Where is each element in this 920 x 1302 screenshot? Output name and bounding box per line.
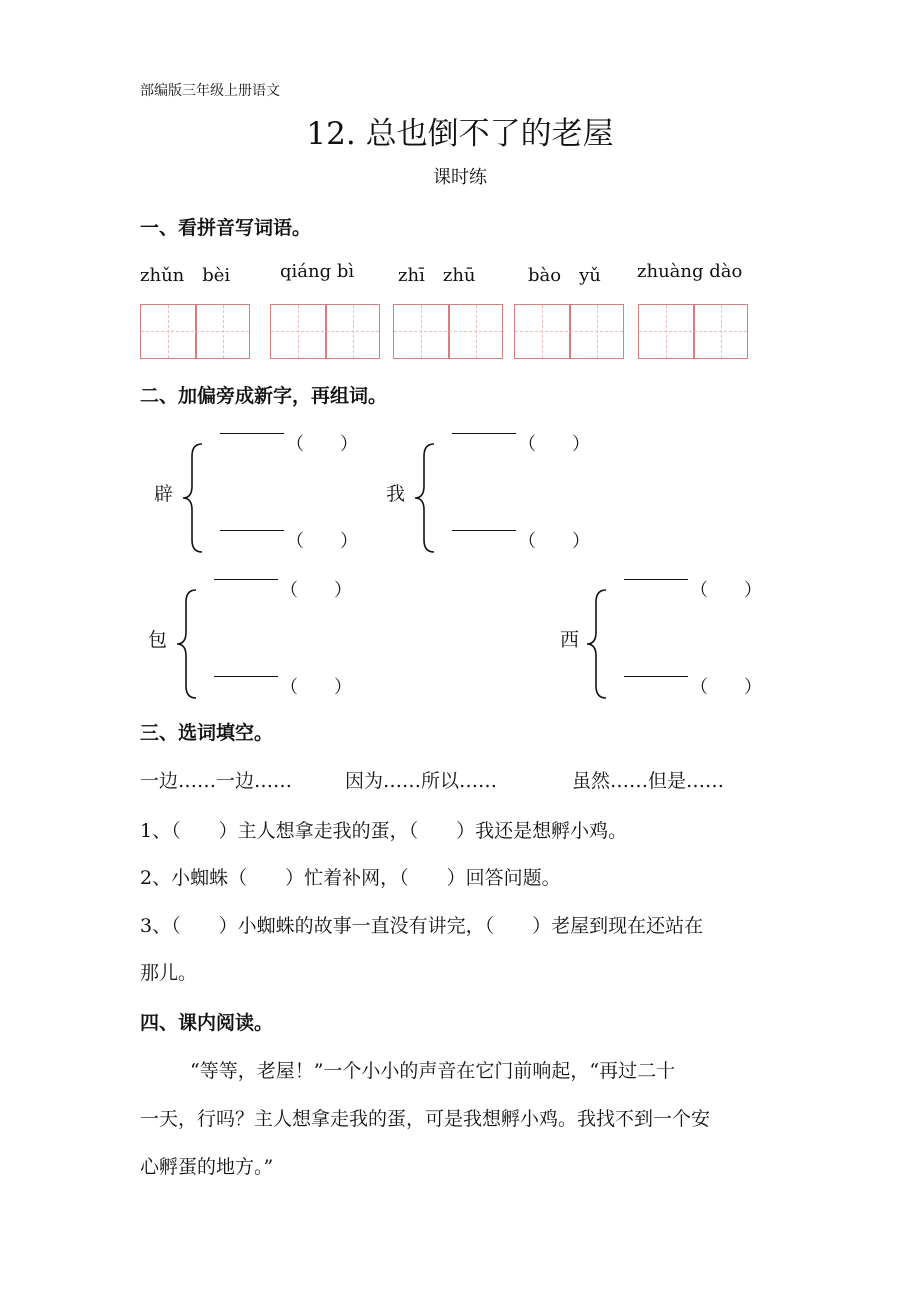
- section-2-heading: 二、加偏旁成新字，再组词。: [140, 385, 388, 407]
- word-option-1: 一边……一边……: [140, 770, 293, 792]
- paren-3a[interactable]: （ ）: [280, 580, 352, 601]
- blank-4a[interactable]: [624, 579, 688, 580]
- question-3-continued: 那儿。: [140, 962, 198, 984]
- root-char-1: 辟: [154, 483, 174, 505]
- document-header: 部编版三年级上册语文: [140, 83, 280, 99]
- blank-2b[interactable]: [452, 530, 516, 531]
- writing-grid-1[interactable]: [140, 304, 250, 359]
- paren-4b[interactable]: （ ）: [690, 677, 762, 698]
- question-2: 2、小蜘蛛（ ）忙着补网，（ ）回答问题。: [140, 867, 561, 889]
- word-option-3: 虽然……但是……: [572, 770, 725, 792]
- lesson-subtitle: 课时练: [433, 167, 487, 188]
- brace-3: [174, 588, 200, 700]
- brace-1: [180, 442, 206, 554]
- section-1-heading: 一、看拼音写词语。: [140, 217, 312, 239]
- pinyin-2: qiáng bì: [280, 261, 355, 282]
- word-option-2: 因为……所以……: [345, 770, 498, 792]
- paren-1b[interactable]: （ ）: [286, 531, 358, 552]
- paren-2b[interactable]: （ ）: [518, 531, 590, 552]
- brace-2: [412, 442, 438, 554]
- root-char-3: 包: [148, 629, 168, 651]
- paren-1a[interactable]: （ ）: [286, 434, 358, 455]
- blank-3a[interactable]: [214, 579, 278, 580]
- paren-2a[interactable]: （ ）: [518, 434, 590, 455]
- pinyin-4: bào yǔ: [528, 265, 601, 286]
- lesson-title: 12. 总也倒不了的老屋: [306, 116, 614, 152]
- writing-grid-3[interactable]: [393, 304, 503, 359]
- root-char-4: 西: [560, 629, 580, 651]
- pinyin-3: zhī zhū: [398, 265, 476, 286]
- blank-3b[interactable]: [214, 676, 278, 677]
- writing-grid-5[interactable]: [638, 304, 748, 359]
- pinyin-5: zhuàng dào: [637, 261, 743, 282]
- question-3: 3、（ ）小蜘蛛的故事一直没有讲完，（ ）老屋到现在还站在: [140, 915, 704, 937]
- question-1: 1、（ ）主人想拿走我的蛋，（ ）我还是想孵小鸡。: [140, 820, 628, 842]
- brace-4: [584, 588, 610, 700]
- reading-paragraph-line-1: “等等，老屋！”一个小小的声音在它门前响起，“再过二十: [190, 1060, 676, 1082]
- pinyin-1: zhǔn bèi: [140, 265, 231, 286]
- writing-grid-4[interactable]: [514, 304, 624, 359]
- blank-1a[interactable]: [220, 433, 284, 434]
- section-3-heading: 三、选词填空。: [140, 722, 274, 744]
- writing-grid-2[interactable]: [270, 304, 380, 359]
- root-char-2: 我: [386, 483, 406, 505]
- reading-paragraph-line-2: 一天，行吗？主人想拿走我的蛋，可是我想孵小鸡。我找不到一个安: [140, 1108, 711, 1130]
- reading-paragraph-line-3: 心孵蛋的地方。”: [140, 1156, 274, 1178]
- blank-2a[interactable]: [452, 433, 516, 434]
- paren-3b[interactable]: （ ）: [280, 677, 352, 698]
- blank-1b[interactable]: [220, 530, 284, 531]
- section-4-heading: 四、课内阅读。: [140, 1012, 274, 1034]
- blank-4b[interactable]: [624, 676, 688, 677]
- paren-4a[interactable]: （ ）: [690, 580, 762, 601]
